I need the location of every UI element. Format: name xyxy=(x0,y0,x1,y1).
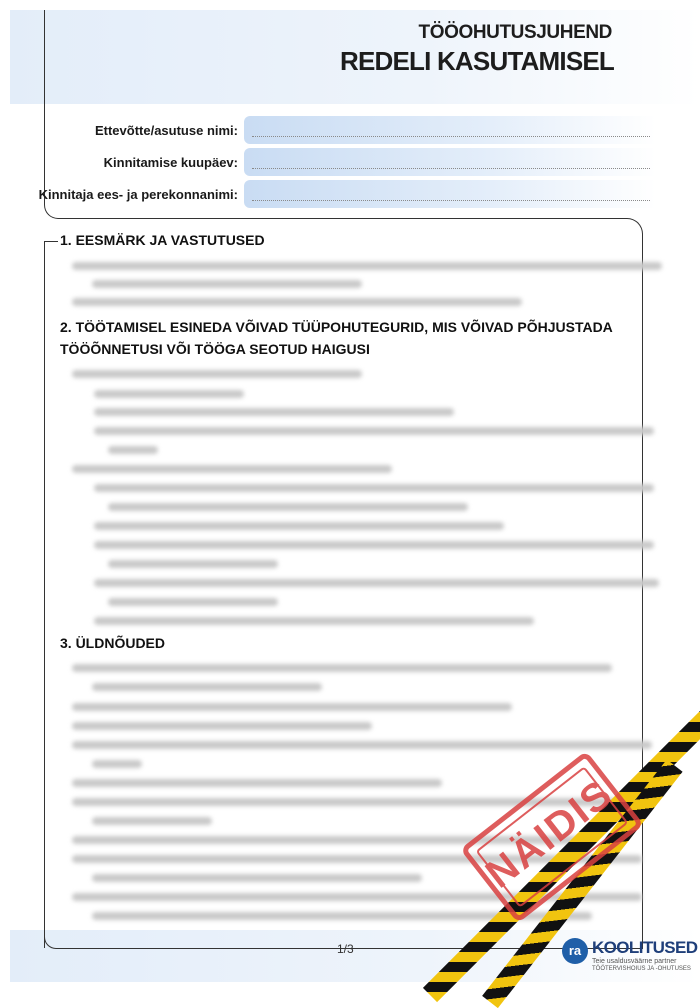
blurred-text xyxy=(94,427,654,435)
logo-tagline: Teie usaldusväärne partner xyxy=(592,958,677,965)
field-approver-label: Kinnitaja ees- ja perekonnanimi: xyxy=(38,187,238,202)
page-number: 1/3 xyxy=(337,942,354,956)
blurred-text xyxy=(72,722,372,730)
section-2-heading-line2: TÖÖÕNNETUSI VÕI TÖÖGA SEOTUD HAIGUSI xyxy=(60,341,370,357)
blurred-text xyxy=(108,446,158,454)
document-title-line1: TÖÖOHUTUSJUHEND xyxy=(418,22,612,43)
field-company-input[interactable] xyxy=(244,116,656,144)
logo-tagline-sub: TÖÖTERVISHOIUS JA -OHUTUSES xyxy=(592,966,691,972)
blurred-text xyxy=(92,280,362,288)
blurred-text xyxy=(72,262,662,270)
field-date xyxy=(0,148,700,178)
blurred-text xyxy=(92,760,142,768)
blurred-text xyxy=(94,617,534,625)
blurred-text xyxy=(94,408,454,416)
blurred-text xyxy=(94,390,244,398)
blurred-text xyxy=(72,298,522,306)
blurred-text xyxy=(108,503,468,511)
blurred-text xyxy=(72,779,442,787)
field-approver xyxy=(0,180,700,210)
blurred-text xyxy=(92,817,212,825)
blurred-text xyxy=(94,522,504,530)
document-title-line2: REDELI KASUTAMISEL xyxy=(339,46,614,76)
blurred-text xyxy=(94,541,654,549)
blurred-text xyxy=(72,465,392,473)
blurred-text xyxy=(94,484,654,492)
frame-tick xyxy=(44,241,58,242)
section-3-heading: 3. ÜLDNÕUDED xyxy=(60,635,166,651)
field-date-label: Kinnitamise kuupäev: xyxy=(103,155,238,170)
blurred-text xyxy=(72,664,612,672)
section-1-heading: 1. EESMÄRK JA VASTUTUSED xyxy=(60,232,265,248)
blurred-text xyxy=(94,579,659,587)
field-company xyxy=(0,116,700,146)
stamp-text: NÄIDIS xyxy=(477,771,622,897)
frame-left xyxy=(44,241,45,948)
logo-mark: ra xyxy=(562,938,588,964)
field-date-input[interactable] xyxy=(244,148,656,176)
blurred-text xyxy=(92,683,322,691)
section-2-heading-line1: 2. TÖÖTAMISEL ESINEDA VÕIVAD TÜÜPOHUTEGURID, MIS VÕIVAD PÕHJUSTADA xyxy=(60,319,613,335)
blurred-text xyxy=(108,598,278,606)
field-company-label: Ettevõtte/asutuse nimi: xyxy=(94,123,238,138)
logo-name: KOOLITUSED xyxy=(592,938,698,957)
blurred-text xyxy=(72,703,512,711)
blurred-text xyxy=(72,370,362,378)
blurred-text xyxy=(108,560,278,568)
blurred-text xyxy=(72,741,652,749)
koolitused-logo xyxy=(562,936,698,980)
blurred-text xyxy=(92,874,422,882)
field-approver-input[interactable] xyxy=(244,180,656,208)
